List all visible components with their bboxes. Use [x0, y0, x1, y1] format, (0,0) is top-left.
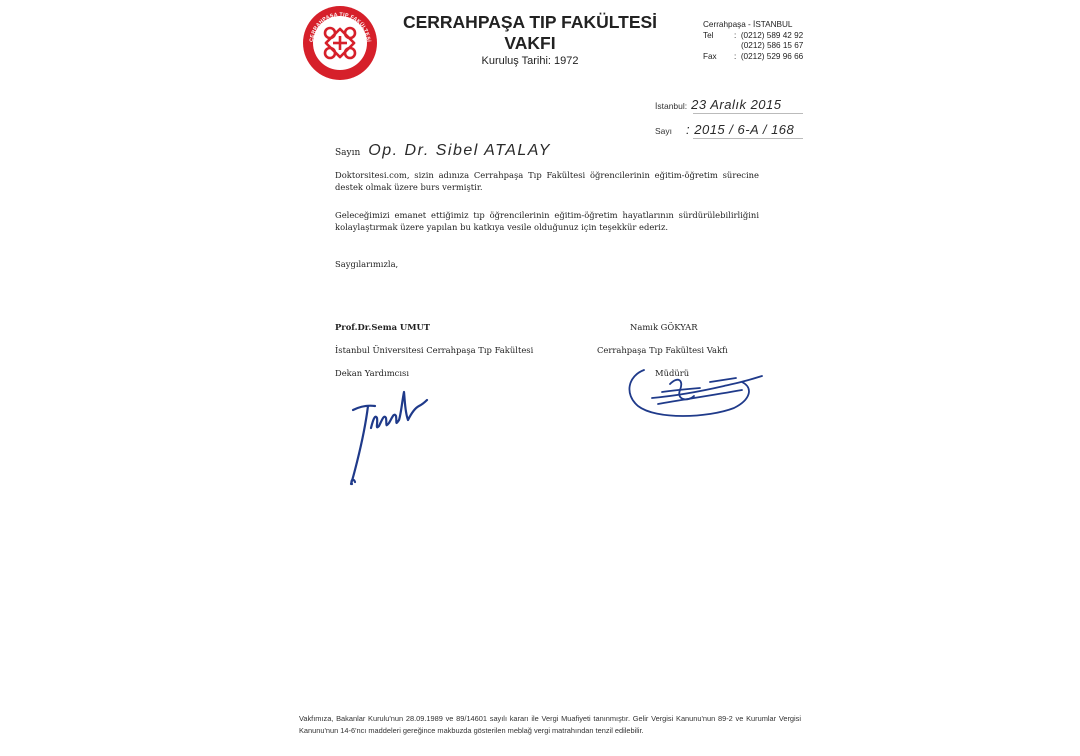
body-paragraph-2: Geleceğimizi emanet ettiğimiz tıp öğrencilerinin eğitim-öğretim hayatlarının sürdürülebilirliğini kolaylaştırmak üzere yapılan bu katkıya vesile olduğunuz için teşekkür ederiz. [335, 210, 759, 232]
fax-number: : (0212) 529 96 66 [734, 51, 804, 61]
tel-label: Tel [703, 30, 714, 40]
left-signatory-institution: İstanbul Üniversitesi Cerrahpaşa Tıp Fakültesi [335, 345, 534, 355]
date-underline [693, 113, 803, 114]
fax-label: Fax [703, 51, 717, 61]
tel-number-2: (0212) 586 15 67 [741, 41, 804, 50]
logo-ring-text-top: CERRAHPAŞA TIP FAKÜLTESİ [308, 11, 371, 43]
left-signatory-title: Dekan Yardımcısı [335, 368, 409, 378]
body-paragraph-1: Doktorsitesi.com, sizin adınıza Cerrahpaşa Tıp Fakültesi öğrencilerinin eğitim-öğretim sürecine destek olmak üzere burs vermiştir. [335, 170, 759, 192]
closing-line: Saygılarımızla, [335, 259, 399, 269]
salutation [335, 142, 551, 160]
tax-exemption-footer: Vakfımıza, Bakanlar Kurulu'nun 28.09.1989 ve 89/14601 sayılı kararı ile Vergi Muafiyeti tanınmıştır. Gelir Vergisi Kanunu'nun 89-2 ve Kurumlar Vergisi Kanunu'nun 14-6'ncı maddeleri gereğince makbuzda gösterilen meblağ vergi matrahından tenzil edilebilir. [299, 714, 801, 735]
left-signatory-name: Prof.Dr.Sema UMUT [335, 322, 431, 332]
right-signatory-institution: Cerrahpaşa Tıp Fakültesi Vakfı [597, 345, 728, 355]
organization-name-line1: CERRAHPAŞA TIP FAKÜLTESİ [402, 12, 658, 32]
date-label: İstanbul: [655, 101, 688, 111]
organization-name-line2: VAKFI [504, 33, 556, 53]
reference-value: : 2015 / 6-A / 168 [686, 122, 795, 137]
date-line [655, 97, 782, 112]
reference-line [655, 122, 794, 137]
contact-city: Cerrahpaşa - İSTANBUL [703, 20, 793, 29]
tel-number-1: : (0212) 589 42 92 [734, 30, 804, 40]
left-handwritten-signature [335, 362, 435, 490]
right-signatory-name: Namık GÖKYAR [630, 322, 698, 332]
founded-date: Kuruluş Tarihi: 1972 [481, 55, 579, 67]
contact-block [703, 20, 803, 62]
right-handwritten-signature [622, 362, 772, 422]
date-value: 23 Aralık 2015 [691, 97, 782, 112]
right-signatory-title: Müdürü [655, 368, 690, 378]
reference-underline [693, 138, 803, 139]
organization-name [395, 12, 665, 54]
recipient-name: Op. Dr. Sibel ATALAY [368, 142, 551, 159]
logo-ring-text-bottom: VAKFI 1972 [325, 59, 355, 69]
salutation-label: Sayın [335, 148, 361, 158]
reference-label: Sayı [655, 126, 673, 136]
foundation-logo [302, 5, 378, 81]
